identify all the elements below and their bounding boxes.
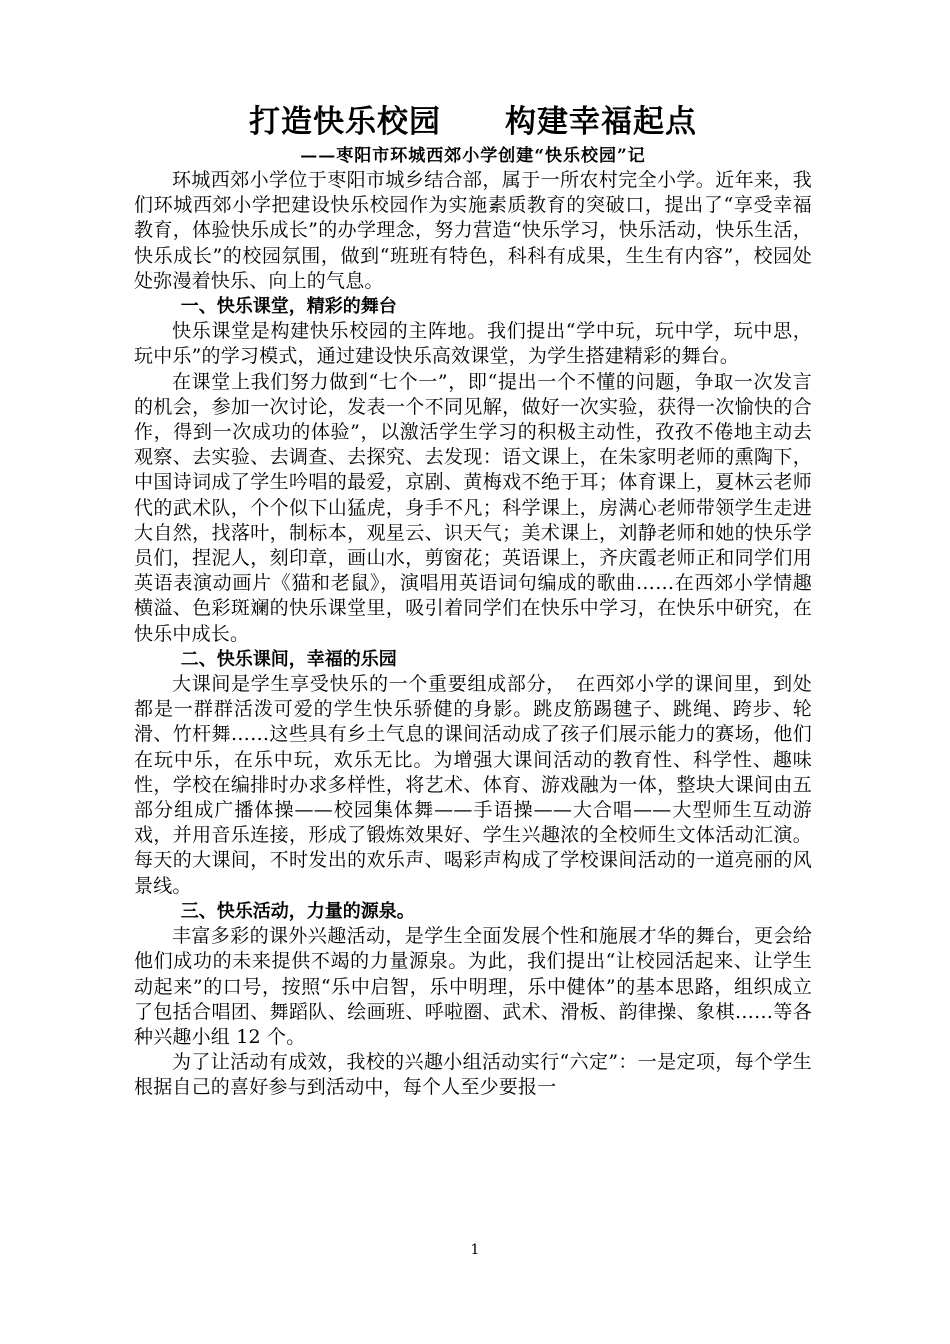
section-heading-2: 二、快乐课间，幸福的乐园 bbox=[180, 648, 397, 670]
document-title: 打造快乐校园 构建幸福起点 bbox=[249, 104, 697, 140]
section-heading-3: 三、快乐活动，力量的源泉。 bbox=[180, 900, 415, 922]
page-number: 1 bbox=[470, 1242, 480, 1258]
section-3-paragraph-2: 为了让活动有成效，我校的兴趣小组活动实行“六定”：一是定项，每个学生根据自己的喜好参与到活动中，每个人至少要报一 bbox=[134, 1051, 812, 1099]
section-3-paragraph-1: 丰富多彩的课外兴趣活动，是学生全面发展个性和施展才华的舞台，更会给他们成功的未来提供不竭的力量源泉。为此，我们提出“让校园活起来、让学生动起来”的口号，按照“乐中启智，乐中明理，乐中健体”的基本思路，组织成立了包括合唱团、舞蹈队、绘画班、呼啦圈、武术、滑板、韵律操、象棋……等各种兴趣小组 12 个。 bbox=[134, 925, 812, 1048]
section-1-paragraph-1: 快乐课堂是构建快乐校园的主阵地。我们提出“学中玩，玩中学，玩中思，玩中乐”的学习模式，通过建设快乐高效课堂，为学生搭建精彩的舞台。 bbox=[134, 320, 812, 368]
document-page bbox=[134, 100, 812, 1101]
document-body bbox=[134, 168, 812, 1101]
section-2-paragraph-1: 大课间是学生享受快乐的一个重要组成部分， 在西郊小学的课间里，到处都是一群群活泼可爱的学生快乐骄健的身影。跳皮筋踢毽子、跳绳、跨步、轮滑、竹杆舞……这些具有乡土气息的课间活动成了孩子们展示能力的赛场，他们在玩中乐，在乐中玩，欢乐无比。为增强大课间活动的教育性、科学性、趣味性，学校在编排时办求多样性，将艺术、体育、游戏融为一体，整块大课间由五部分组成广播体操——校园集体舞——手语操——大合唱——大型师生互动游戏，并用音乐连接，形成了锻炼效果好、学生兴趣浓的全校师生文体活动汇演。每天的大课间，不时发出的欢乐声、喝彩声构成了学校课间活动的一道亮丽的风景线。 bbox=[134, 673, 812, 897]
section-heading-1: 一、快乐课堂，精彩的舞台 bbox=[180, 296, 397, 318]
section-1-paragraph-2: 在课堂上我们努力做到“七个一”，即“提出一个不懂的问题，争取一次发言的机会，参加一次讨论，发表一个不同见解，做好一次实验，获得一次愉快的合作，得到一次成功的体验”，以激活学生学习的积极主动性，孜孜不倦地主动去观察、去实验、去调查、去探究、去发现：语文课上，在朱家明老师的熏陶下，中国诗词成了学生吟唱的最爱，京剧、黄梅戏不绝于耳；体育课上，夏林云老师代的武术队，个个似下山猛虎，身手不凡；科学课上，房满心老师带领学生走进大自然，找落叶，制标本，观星云、识天气；美术课上，刘静老师和她的快乐学员们，捏泥人，刻印章，画山水，剪窗花；英语课上，齐庆霞老师正和同学们用英语表演动画片《猫和老鼠》，演唱用英语词句编成的歌曲……在西郊小学情趣横溢、色彩斑斓的快乐课堂里，吸引着同学们在快乐中学习，在快乐中研究，在快乐中成长。 bbox=[134, 370, 812, 645]
intro-paragraph: 环城西郊小学位于枣阳市城乡结合部，属于一所农村完全小学。近年来，我们环城西郊小学把建设快乐校园作为实施素质教育的突破口，提出了“享受幸福教育，体验快乐成长”的办学理念，努力营造“快乐学习，快乐活动，快乐生活，快乐成长”的校园氛围，做到“班班有特色，科科有成果，生生有内容”，校园处处弥漫着快乐、向上的气息。 bbox=[134, 169, 812, 292]
document-subtitle: ——枣阳市环城西郊小学创建“快乐校园”记 bbox=[300, 146, 646, 166]
